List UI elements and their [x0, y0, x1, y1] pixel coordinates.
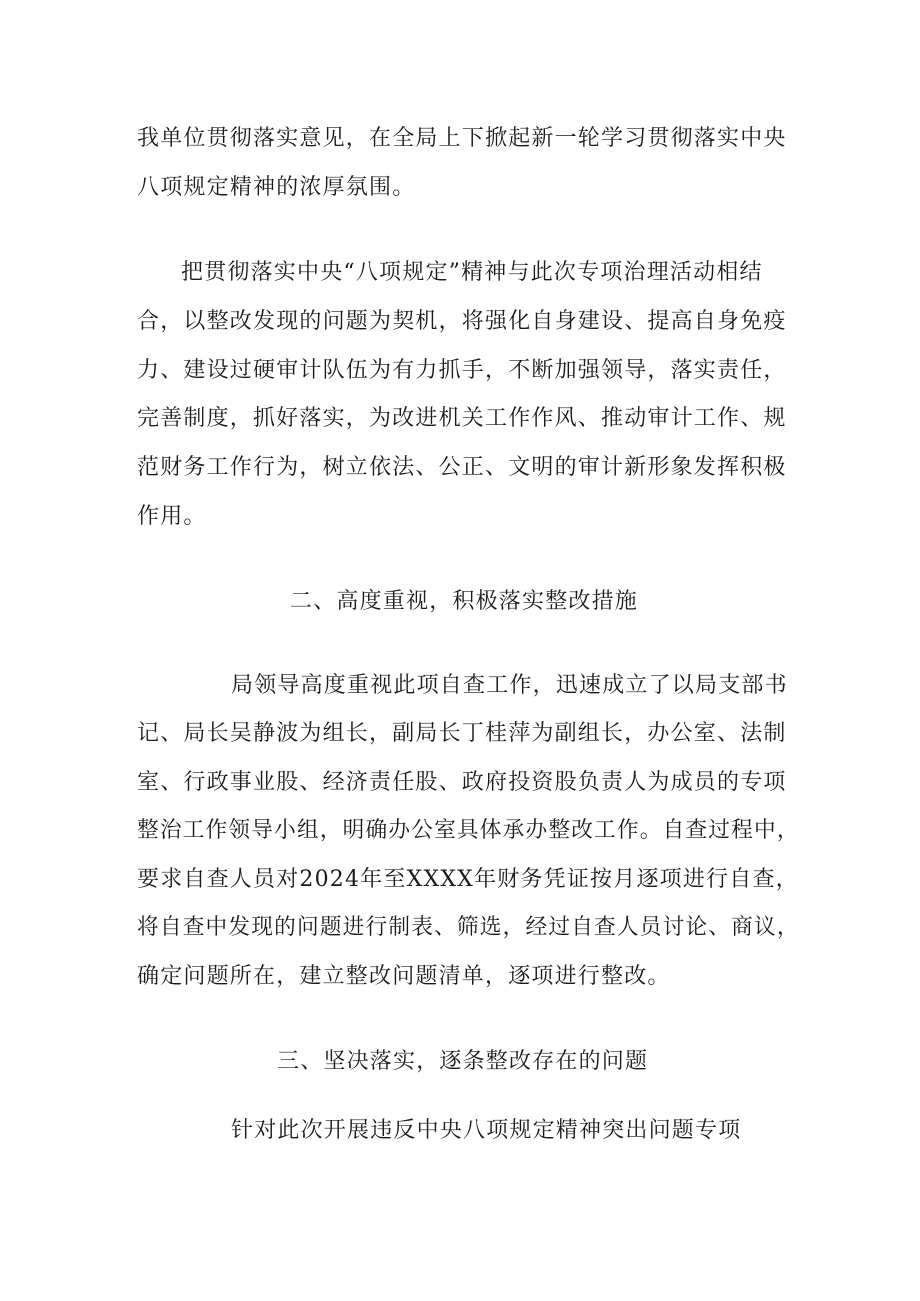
paragraph-3-line-4: 整治工作领导小组，明确办公室具体承办整改工作。自查过程中，: [137, 818, 800, 843]
paragraph-2-line-6: 作用。: [137, 504, 207, 529]
paragraph-3-line-3: 室、行政事业股、经济责任股、政府投资股负责人为成员的专项: [137, 770, 787, 795]
paragraph-2-line-2: 合，以整改发现的问题为契机，将强化自身建设、提高自身免疫: [137, 309, 787, 334]
section-heading-3: 三、坚决落实，逐条整改存在的问题: [277, 1049, 649, 1074]
paragraph-3-line-6: 将自查中发现的问题进行制表、筛选，经过自查人员讨论、商议，: [137, 915, 800, 940]
paragraph-2-line-3: 力、建设过硬审计队伍为有力抓手，不断加强领导，落实责任，: [137, 358, 787, 383]
paragraph-4-line-1: 针对此次开展违反中央八项规定精神突出问题专项: [231, 1118, 742, 1143]
paragraph-1-line-2: 八项规定精神的浓厚氛围。: [137, 175, 416, 200]
paragraph-2-line-4: 完善制度，抓好落实，为改进机关工作作风、推动审计工作、规: [137, 406, 787, 431]
paragraph-1-line-1: 我单位贯彻落实意见，在全局上下掀起新一轮学习贯彻落实中央: [137, 126, 787, 151]
paragraph-3-line-7: 确定问题所在，建立整改问题清单，逐项进行整改。: [137, 964, 671, 989]
paragraph-3-line-5: 要求自查人员对2024年至XXXX年财务凭证按月逐项进行自查，: [137, 867, 799, 892]
paragraph-2-line-5: 范财务工作行为，树立依法、公正、文明的审计新形象发挥积极: [137, 455, 787, 480]
paragraph-3-line-2: 记、局长吴静波为组长，副局长丁桂萍为副组长，办公室、法制: [137, 721, 787, 746]
section-heading-2: 二、高度重视，积极落实整改措施: [290, 589, 639, 614]
paragraph-2-line-1: 把贯彻落实中央“八项规定”精神与此次专项治理活动相结: [181, 260, 763, 285]
paragraph-3-line-1: 局领导高度重视此项自查工作，迅速成立了以局支部书: [231, 673, 788, 698]
